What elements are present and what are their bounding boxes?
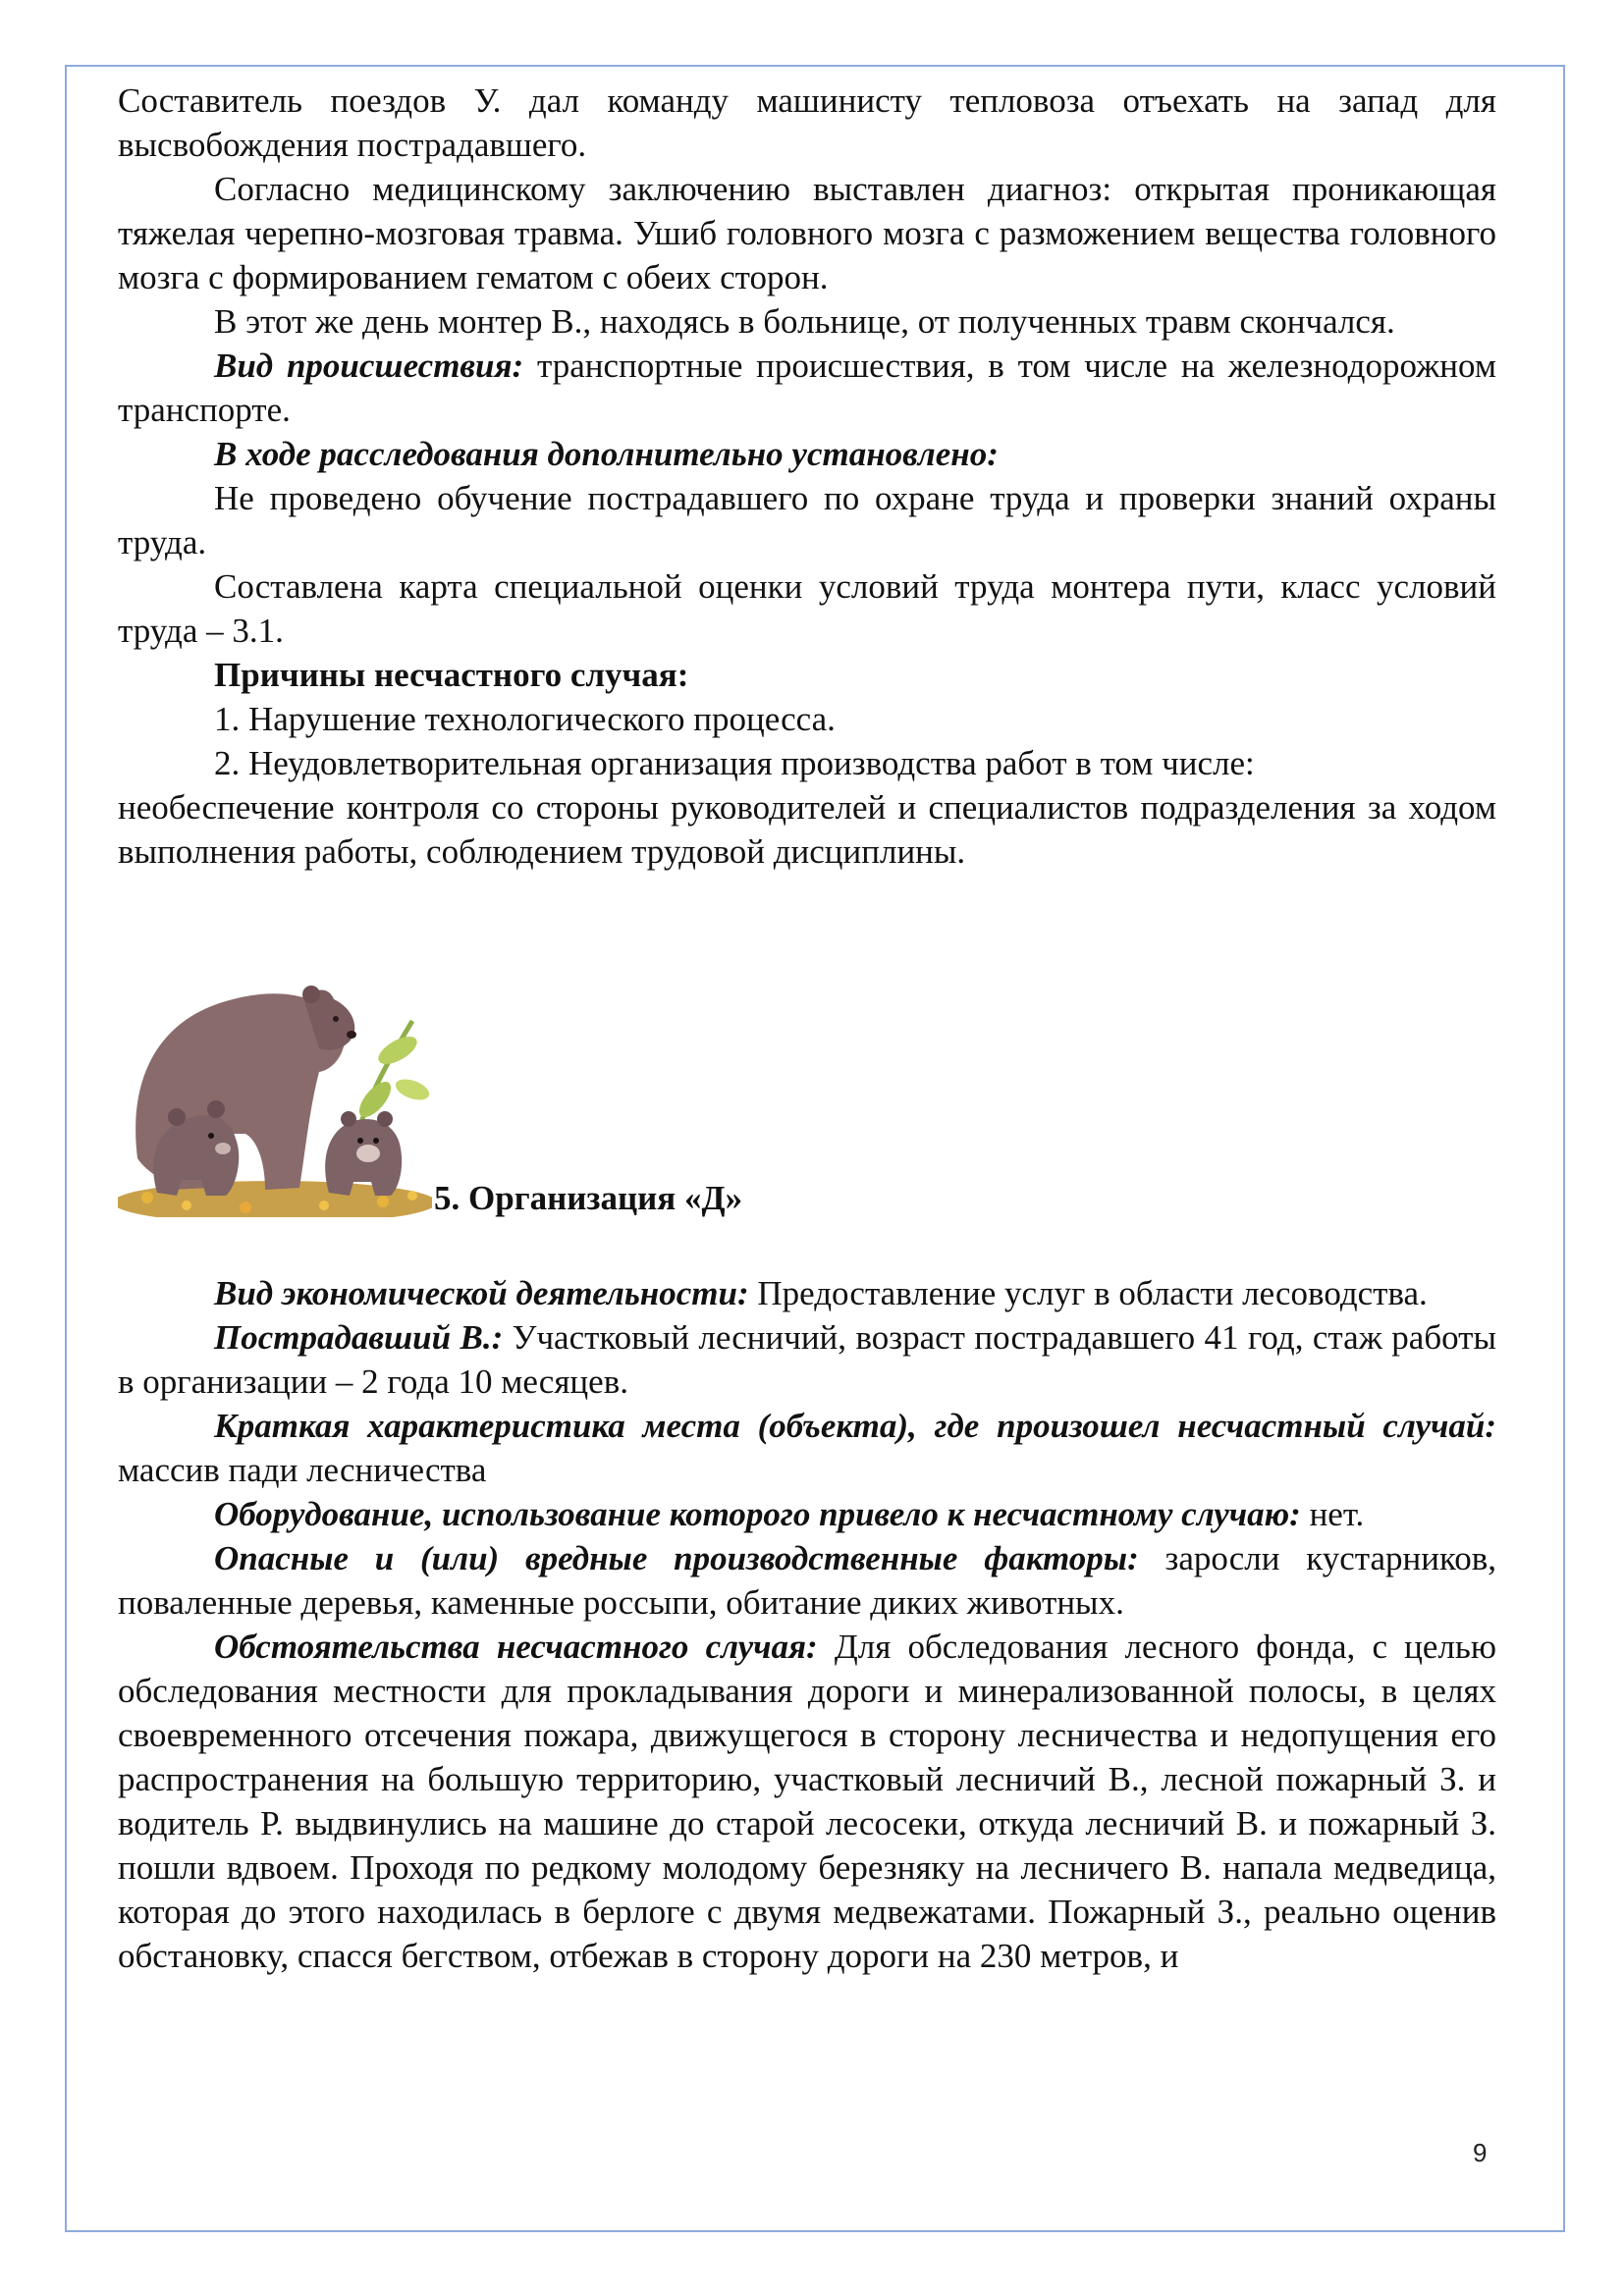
paragraph: необеспечение контроля со стороны руководителей и специалистов подразделения за ходом выполнения работы, соблюдением трудовой дисциплины. (118, 788, 1496, 871)
paragraph-factors (118, 1536, 1496, 1625)
field-label: Опасные и (или) вредные производственные факторы: (214, 1539, 1139, 1577)
field-label: Оборудование, использование которого привело к несчастному случаю: (214, 1495, 1301, 1533)
paragraph: Составитель поездов У. дал команду машинисту тепловоза отъехать на запад для высвобождения пострадавшего. (118, 81, 1496, 164)
section-header (118, 962, 1496, 1227)
paragraph-place (118, 1404, 1496, 1492)
paragraph-incident-type (118, 344, 1496, 432)
field-value: нет. (1300, 1495, 1365, 1533)
page-number: 9 (1473, 2138, 1488, 2167)
field-value: заросли кустарников, поваленные деревья, каменные россыпи, обитание диких животных. (118, 1539, 1496, 1622)
field-value: Участковый лесничий, возраст пострадавшего 41 год, стаж работы в организации – 2 года 10 месяцев. (118, 1318, 1496, 1401)
field-value: массив пади лесничества (118, 1451, 487, 1489)
bear-family-illustration (118, 962, 432, 1217)
document-page (118, 79, 1496, 1978)
paragraph: Составлена карта специальной оценки условий труда монтера пути, класс условий труда – 3.1. (118, 567, 1496, 650)
field-label: Пострадавший В.: (214, 1318, 504, 1357)
paragraph: В этот же день монтер В., находясь в больнице, от полученных травм скончался. (214, 302, 1395, 341)
paragraph-circumstances (118, 1625, 1496, 1978)
paragraph: Согласно медицинскому заключению выставлен диагноз: открытая проникающая тяжелая черепно-мозговая травма. Ушиб головного мозга с разможением вещества головного мозга с формированием гематом с обеих сторон. (118, 170, 1496, 296)
section-title: 5. Организация «Д» (434, 1179, 743, 1217)
field-label: Вид происшествия: (214, 347, 524, 385)
field-label: Краткая характеристика места (объекта), где произошел несчастный случай: (214, 1407, 1496, 1445)
causes-heading: Причины несчастного случая: (214, 656, 689, 694)
list-item: 2. Неудовлетворительная организация производства работ в том числе: (214, 744, 1255, 782)
field-value: Для обследования лесного фонда, с целью обследования местности для прокладывания дороги и минерализованной полосы, в целях своевременного отсечения пожара, движущегося в сторону лесничества и недопущения его распространения на большую территорию, участковый лесничий В., лесной пожарный З. и водитель Р. выдвинулись на машине до старой лесосеки, откуда лесничий В. и пожарный З. пошли вдвоем. Проходя по редкому молодому березняку на лесничего В. напала медведица, которая до этого находилась в берлоге с двумя медвежатами. Пожарный З., реально оценив обстановку, спасся бегством, отбежав в сторону дороги на 230 метров, и (118, 1628, 1496, 1975)
paragraph-activity (118, 1271, 1496, 1315)
paragraph: Не проведено обучение пострадавшего по охране труда и проверки знаний охраны труда. (118, 479, 1496, 561)
field-label: Обстоятельства несчастного случая: (214, 1628, 818, 1666)
field-label: Вид экономической деятельности: (214, 1274, 749, 1312)
paragraph-equipment (118, 1492, 1496, 1536)
list-item: 1. Нарушение технологического процесса. (214, 700, 836, 738)
field-value: транспортные происшествия, в том числе на железнодорожном транспорте. (118, 347, 1496, 429)
field-value: Предоставление услуг в области лесоводства. (748, 1274, 1428, 1312)
paragraph-victim (118, 1315, 1496, 1404)
paragraph-heading: В ходе расследования дополнительно установлено: (214, 435, 999, 473)
